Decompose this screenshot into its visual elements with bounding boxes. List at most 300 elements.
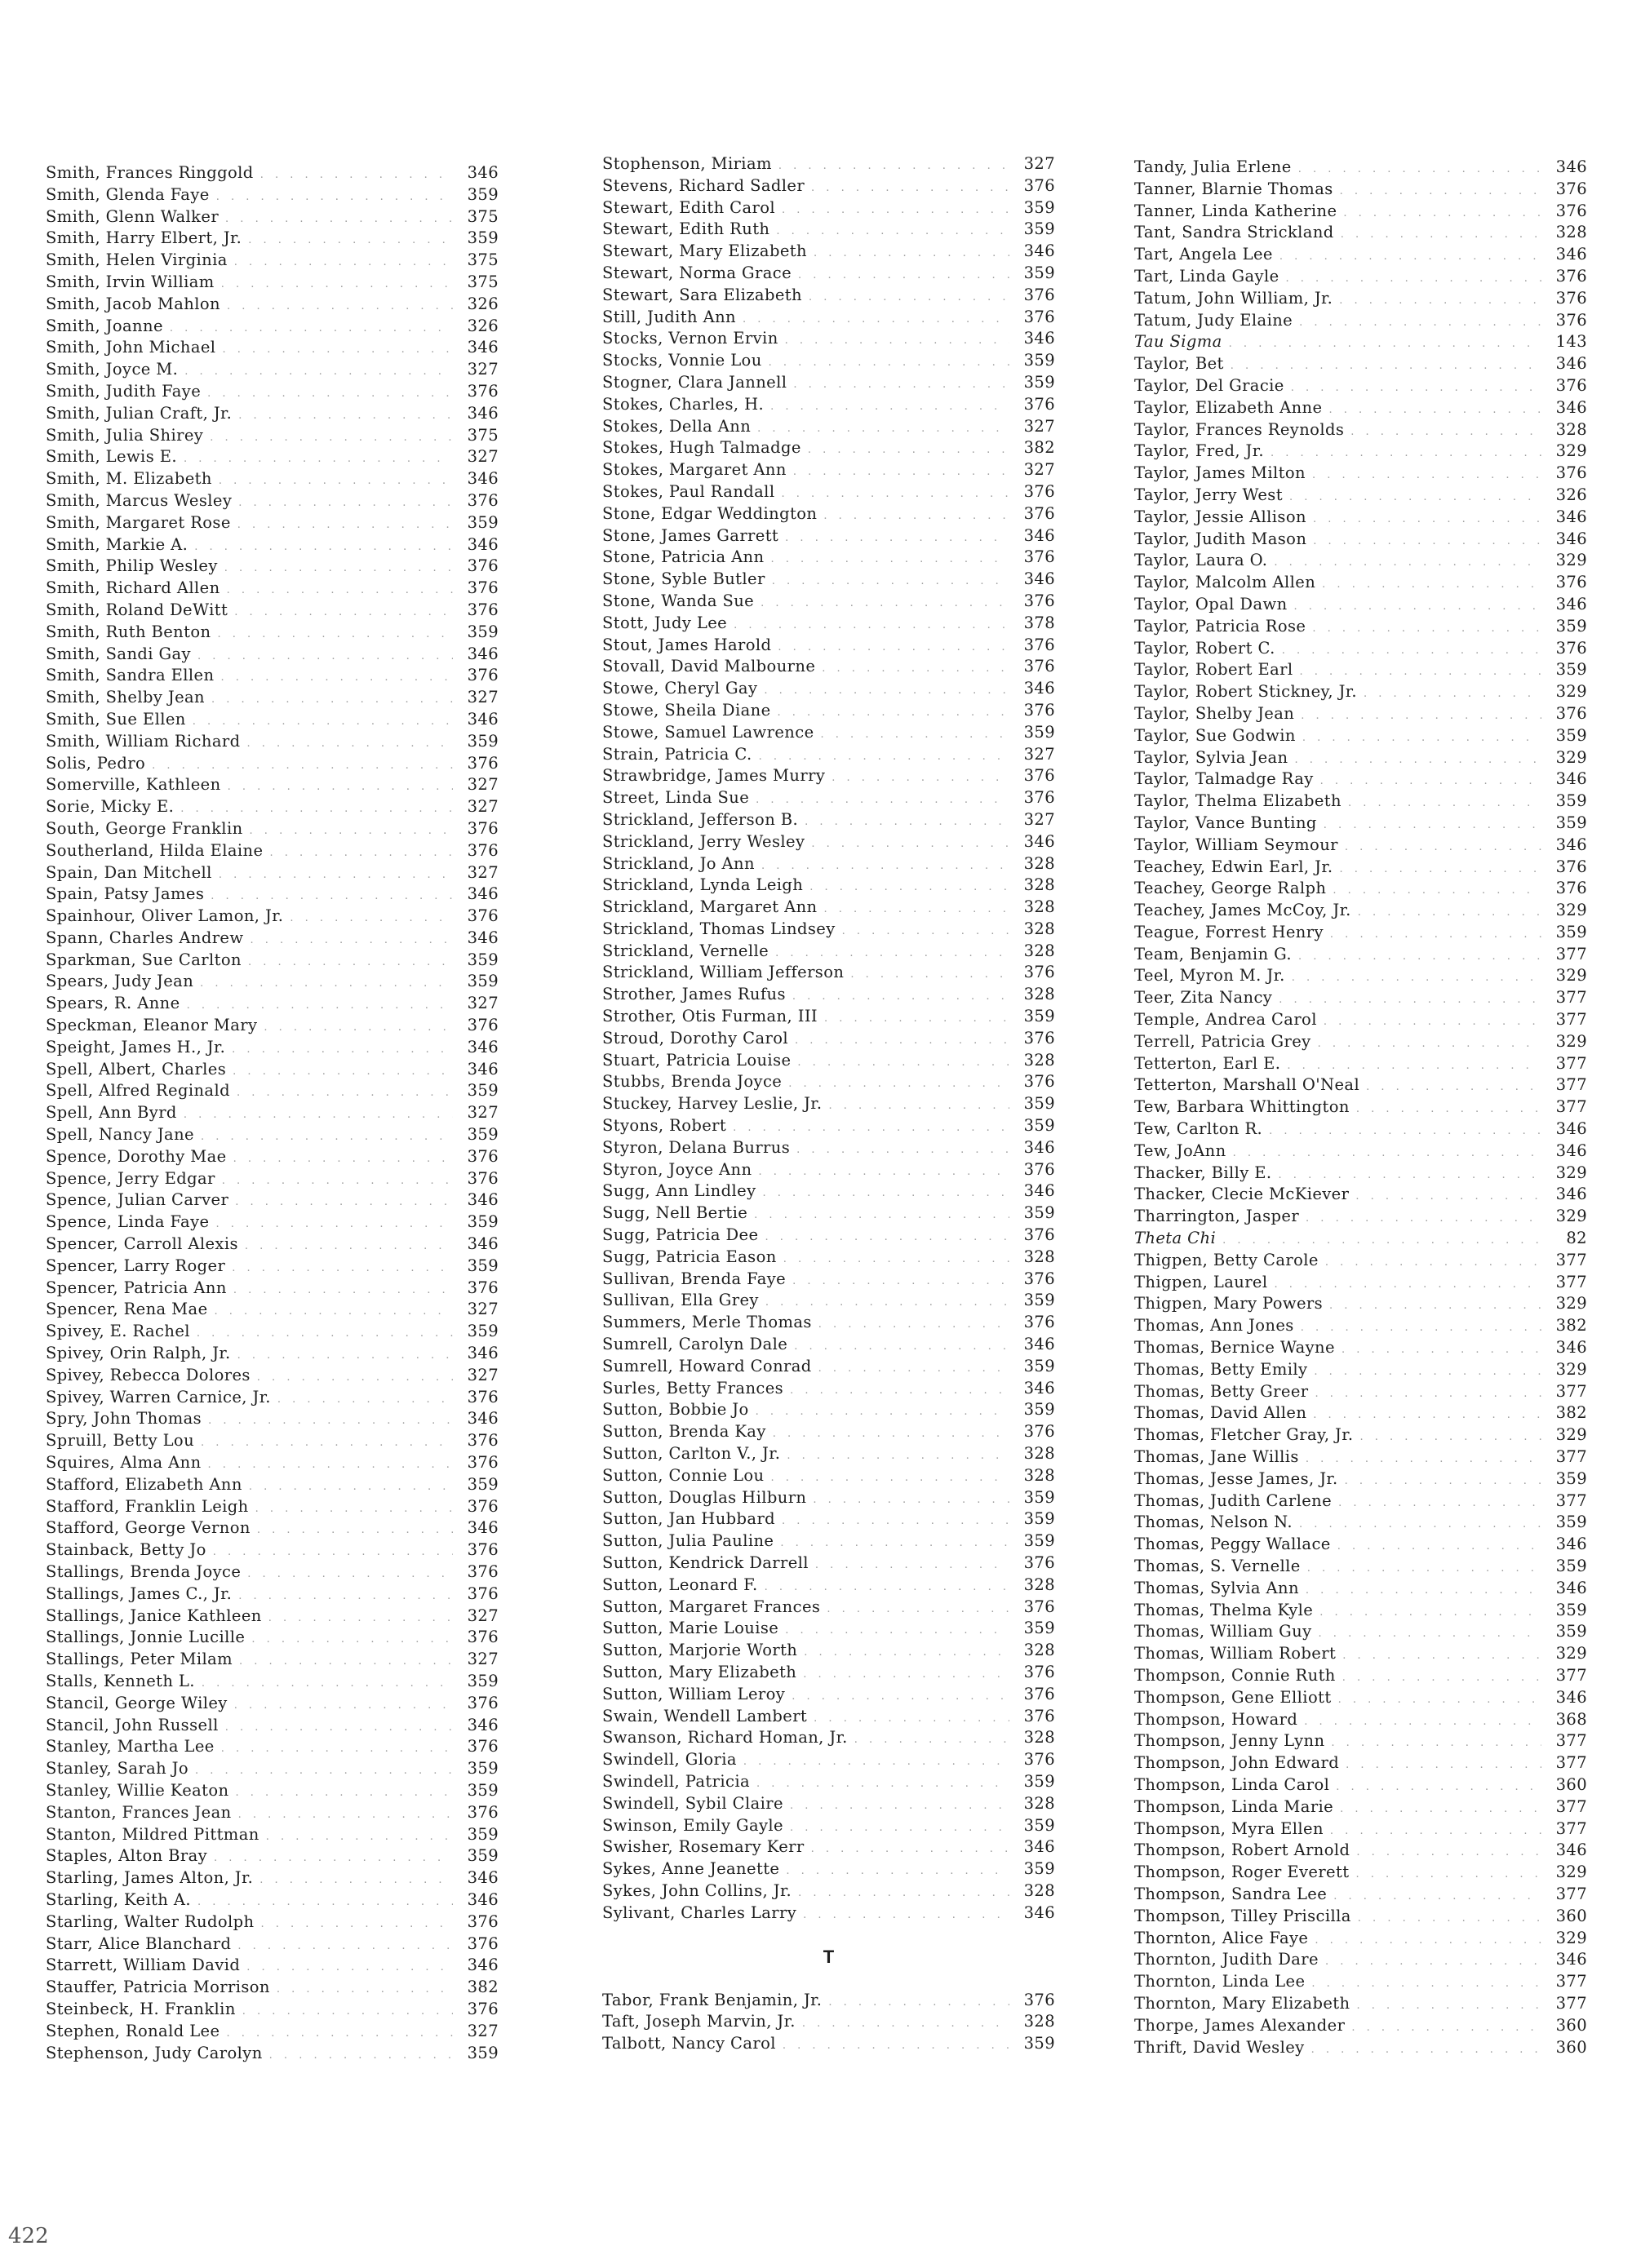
entry-name: Stone, James Garrett (602, 525, 779, 545)
index-entry (46, 665, 499, 687)
entry-name: Thomas, William Guy (1134, 1622, 1312, 1641)
entry-page: 376 (1023, 1990, 1055, 2009)
entry-page: 346 (1555, 1950, 1587, 1969)
dot-leader (1282, 640, 1541, 662)
dot-leader (211, 689, 453, 711)
dot-leader (818, 1358, 1009, 1380)
dot-leader (1366, 1077, 1541, 1099)
dot-leader (1304, 1712, 1541, 1734)
entry-name: Thrift, David Wesley (1134, 2037, 1305, 2057)
entry-page: 346 (1555, 529, 1587, 548)
entry-page: 327 (1023, 460, 1055, 480)
entry-name: Taylor, Shelby Jean (1134, 703, 1295, 723)
entry-page: 327 (467, 360, 499, 379)
entry-name: Swindell, Sybil Claire (602, 1793, 783, 1813)
index-entry (1134, 1578, 1587, 1600)
index-entry (1134, 922, 1587, 944)
index-entry (602, 1247, 1055, 1269)
entry-page: 327 (467, 994, 499, 1013)
entry-page: 377 (1555, 1053, 1587, 1073)
index-entry (46, 490, 499, 512)
entry-page: 327 (1023, 416, 1055, 436)
entry-name: Strawbridge, James Murry (602, 766, 826, 786)
dot-leader (756, 790, 1009, 812)
dot-leader (225, 1717, 453, 1739)
dot-leader (1325, 1252, 1541, 1274)
entry-name: Stewart, Sara Elizabeth (602, 285, 802, 304)
entry-name: Taylor, William Seymour (1134, 835, 1338, 854)
entry-name: Speckman, Eleanor Mary (46, 1016, 258, 1035)
index-entry (46, 403, 499, 425)
entry-name: Tetterton, Marshall O'Neal (1134, 1075, 1360, 1095)
dot-leader (794, 1336, 1009, 1358)
entry-name: Tant, Sandra Strickland (1134, 223, 1334, 242)
index-entry (46, 1059, 499, 1081)
entry-page: 376 (1555, 201, 1587, 220)
entry-page: 346 (467, 1518, 499, 1538)
entry-page: 359 (467, 972, 499, 991)
entry-name: Staples, Alton Bray (46, 1846, 208, 1866)
entry-page: 377 (1555, 1250, 1587, 1269)
entry-name: Stokes, Paul Randall (602, 481, 775, 501)
dot-leader (758, 1162, 1009, 1184)
entry-page: 346 (1023, 1181, 1055, 1201)
dot-leader (1355, 1864, 1541, 1886)
dot-leader (765, 1292, 1009, 1314)
entry-name: Styons, Robert (602, 1116, 727, 1136)
entry-name: Stuart, Patricia Louise (602, 1050, 792, 1070)
entry-page: 346 (1023, 569, 1055, 589)
index-entry (602, 1575, 1055, 1597)
entry-name: Taylor, Malcolm Allen (1134, 573, 1316, 592)
index-entry (46, 1561, 499, 1584)
entry-page: 376 (1023, 591, 1055, 610)
index-entry (46, 1430, 499, 1452)
entry-name: Thompson, Sandra Lee (1134, 1884, 1328, 1903)
entry-page: 376 (467, 818, 499, 838)
index-entry (1134, 703, 1587, 725)
index-entry (46, 1452, 499, 1474)
entry-page: 346 (467, 1344, 499, 1363)
dot-leader (277, 1979, 453, 2001)
entry-name: Stogner, Clara Jannell (602, 372, 787, 392)
entry-name: Still, Judith Ann (602, 307, 736, 326)
dot-leader (797, 1052, 1009, 1074)
entry-name: Stephenson, Judy Carolyn (46, 2043, 263, 2062)
entry-page: 382 (1023, 438, 1055, 458)
entry-name: Thornton, Mary Elizabeth (1134, 1993, 1350, 2013)
dot-leader (793, 374, 1009, 396)
entry-name: Spivey, Rebecca Dolores (46, 1365, 251, 1384)
entry-page: 359 (1555, 791, 1587, 811)
entry-name: Smith, Margaret Rose (46, 512, 231, 532)
dot-leader (814, 243, 1009, 265)
entry-name: Sutton, William Leroy (602, 1684, 786, 1703)
dot-leader (1319, 1623, 1541, 1646)
index-entry (46, 1758, 499, 1780)
index-entry (1134, 2037, 1587, 2059)
entry-name: Smith, William Richard (46, 731, 241, 751)
entry-page: 377 (1555, 1381, 1587, 1401)
entry-name: Thomas, Sylvia Ann (1134, 1578, 1299, 1597)
index-entry (46, 906, 499, 928)
entry-name: Tatum, John William, Jr. (1134, 288, 1333, 308)
dot-leader (233, 1149, 453, 1171)
index-entry (46, 1845, 499, 1867)
dot-leader (802, 2013, 1009, 2035)
index-entry (46, 993, 499, 1015)
entry-page: 360 (1555, 1906, 1587, 1925)
index-entry (602, 285, 1055, 307)
entry-name: Thomas, Bernice Wayne (1134, 1338, 1335, 1358)
entry-page: 346 (467, 338, 499, 357)
entry-page: 376 (1023, 1072, 1055, 1092)
entry-name: Stanton, Frances Jean (46, 1802, 232, 1822)
index-entry (1134, 1928, 1587, 1950)
entry-page: 329 (1555, 1163, 1587, 1182)
index-entry (602, 197, 1055, 219)
entry-page: 376 (1555, 375, 1587, 395)
entry-page: 346 (467, 1409, 499, 1429)
index-entry (1134, 1337, 1587, 1359)
entry-name: Sutton, Jan Hubbard (602, 1509, 776, 1529)
entry-name: Stokes, Charles, H. (602, 394, 765, 414)
dot-leader (208, 1411, 453, 1433)
entry-name: Styron, Delana Burrus (602, 1137, 791, 1157)
entry-page: 359 (1023, 722, 1055, 742)
entry-page: 377 (1555, 1972, 1587, 1991)
entry-page: 346 (1023, 679, 1055, 698)
dot-leader (1313, 531, 1541, 553)
entry-page: 376 (1023, 1553, 1055, 1572)
entry-page: 376 (1023, 657, 1055, 676)
entry-name: Stallings, Peter Milam (46, 1650, 233, 1669)
index-entry (1134, 1009, 1587, 1031)
dot-leader (234, 602, 453, 624)
entry-page: 328 (1555, 223, 1587, 242)
dot-leader (247, 1564, 453, 1586)
entry-name: Spain, Dan Mitchell (46, 862, 212, 882)
entry-name: Spell, Nancy Jane (46, 1125, 194, 1145)
entry-name: Thomas, Judith Carlene (1134, 1491, 1333, 1510)
index-entry (1134, 857, 1587, 879)
dot-leader (233, 1061, 453, 1083)
entry-name: Thompson, Tilley Priscilla (1134, 1906, 1351, 1925)
entry-page: 359 (467, 1322, 499, 1341)
index-entry (46, 1999, 499, 2021)
dot-leader (822, 658, 1009, 680)
entry-name: Spencer, Patricia Ann (46, 1278, 227, 1297)
entry-name: Strickland, Vernelle (602, 941, 769, 960)
dot-leader (1336, 1777, 1541, 1799)
index-entry (1134, 1446, 1587, 1468)
entry-name: Stafford, Elizabeth Ann (46, 1474, 242, 1494)
dot-leader (1306, 1449, 1541, 1471)
index-entry (602, 722, 1055, 744)
entry-page: 346 (1555, 1535, 1587, 1554)
entry-page: 329 (1555, 1863, 1587, 1882)
index-entry (1134, 1293, 1587, 1315)
entry-page: 346 (467, 1956, 499, 1975)
index-entry (602, 263, 1055, 285)
entry-page: 376 (467, 1168, 499, 1188)
entry-name: Tau Sigma (1134, 332, 1222, 352)
entry-name: Smith, Jacob Mahlon (46, 294, 220, 313)
entry-page: 143 (1555, 332, 1587, 352)
entry-name: Theta Chi (1134, 1229, 1217, 1248)
index-entry (602, 394, 1055, 416)
entry-name: Taylor, Jerry West (1134, 485, 1283, 504)
dot-leader (184, 449, 453, 471)
entry-name: Smith, Frances Ringgold (46, 163, 254, 182)
entry-name: South, George Franklin (46, 818, 243, 838)
entry-page: 376 (1023, 700, 1055, 720)
entry-page: 346 (467, 1037, 499, 1056)
entry-page: 329 (1555, 682, 1587, 702)
entry-name: Thomas, Jesse James, Jr. (1134, 1468, 1338, 1488)
index-entry (1134, 1359, 1587, 1381)
dot-leader (1364, 684, 1541, 706)
index-entry (1134, 1752, 1587, 1774)
entry-name: Stewart, Edith Carol (602, 197, 775, 217)
entry-name: Squires, Alma Ann (46, 1453, 202, 1473)
index-entry (1134, 463, 1587, 485)
dot-leader (786, 1861, 1009, 1883)
index-entry (602, 241, 1055, 263)
entry-page: 376 (467, 840, 499, 860)
entry-page: 376 (1023, 1159, 1055, 1179)
entry-page: 376 (1023, 1684, 1055, 1703)
dot-leader (854, 1730, 1009, 1752)
dot-leader (217, 624, 453, 646)
entry-page: 376 (1555, 879, 1587, 898)
index-entry (46, 228, 499, 250)
index-entry (1134, 1118, 1587, 1141)
entry-page: 346 (467, 644, 499, 663)
dot-leader (756, 1402, 1009, 1424)
entry-page: 328 (1023, 1793, 1055, 1813)
entry-page: 382 (1555, 1403, 1587, 1423)
entry-name: Temple, Andrea Carol (1134, 1010, 1317, 1030)
entry-page: 376 (1555, 463, 1587, 483)
index-entry (1134, 1971, 1587, 1993)
entry-name: Taylor, Fred, Jr. (1134, 441, 1264, 461)
entry-page: 327 (467, 1300, 499, 1319)
entry-page: 326 (1555, 485, 1587, 504)
index-entry (602, 919, 1055, 941)
dot-leader (1289, 487, 1541, 509)
dot-leader (224, 558, 453, 580)
dot-leader (184, 1105, 453, 1127)
dot-leader (184, 361, 453, 383)
index-entry (602, 853, 1055, 875)
dot-leader (811, 834, 1009, 856)
index-entry (46, 316, 499, 338)
index-entry (602, 2033, 1055, 2055)
index-entry (46, 1278, 499, 1300)
dot-leader (804, 1642, 1009, 1664)
index-entry (1134, 725, 1587, 747)
dot-leader (1298, 946, 1541, 968)
dot-leader (1320, 771, 1541, 793)
index-entry (1134, 1796, 1587, 1818)
entry-page: 359 (1555, 1600, 1587, 1619)
entry-page: 376 (467, 1387, 499, 1406)
dot-leader (1350, 422, 1541, 444)
index-entry (46, 1517, 499, 1539)
entry-page: 375 (467, 425, 499, 445)
index-entry (46, 1234, 499, 1256)
dot-leader (260, 165, 453, 187)
index-entry (602, 1159, 1055, 1181)
dot-leader (233, 1280, 453, 1302)
entry-name: Stallings, Janice Kathleen (46, 1606, 262, 1625)
entry-name: Tart, Angela Lee (1134, 245, 1273, 264)
index-entry (46, 1539, 499, 1561)
entry-name: Strickland, Margaret Ann (602, 897, 818, 917)
entry-page: 346 (1555, 1338, 1587, 1358)
entry-page: 346 (1555, 397, 1587, 417)
dot-leader (216, 187, 453, 209)
index-entry (46, 578, 499, 600)
dot-leader (1358, 902, 1541, 924)
entry-page: 359 (1023, 1007, 1055, 1026)
entry-page: 376 (1555, 573, 1587, 592)
dot-leader (221, 1739, 453, 1761)
dot-leader (828, 1096, 1009, 1118)
entry-name: Steinbeck, H. Franklin (46, 1999, 236, 2018)
entry-name: Stauffer, Patricia Morrison (46, 1978, 270, 1997)
entry-name: Spell, Ann Byrd (46, 1103, 177, 1123)
index-entry (46, 184, 499, 206)
dot-leader (1342, 1340, 1541, 1362)
index-entry (1134, 419, 1587, 441)
index-entry (602, 1356, 1055, 1378)
entry-name: Team, Benjamin G. (1134, 944, 1293, 963)
index-entry (602, 1684, 1055, 1706)
entry-page: 376 (1555, 266, 1587, 286)
index-entry (602, 1903, 1055, 1925)
index-entry (1134, 1053, 1587, 1075)
index-entry (1134, 1949, 1587, 1971)
dot-leader (226, 2023, 453, 2045)
dot-leader (246, 1957, 453, 1979)
index-entry (1134, 681, 1587, 703)
dot-leader (790, 1380, 1009, 1402)
dot-leader (771, 1468, 1010, 1490)
entry-page: 328 (1555, 419, 1587, 439)
index-entry (1134, 1031, 1587, 1053)
index-entry (602, 831, 1055, 853)
entry-page: 359 (1023, 1771, 1055, 1791)
entry-name: Taylor, Sue Godwin (1134, 725, 1296, 745)
entry-name: Sutton, Leonard F. (602, 1575, 758, 1594)
dot-leader (1340, 859, 1541, 881)
dot-leader (225, 209, 453, 231)
index-column-3 (1134, 157, 1587, 2058)
index-entry (602, 1050, 1055, 1072)
index-entry (46, 840, 499, 862)
entry-name: Stubbs, Brenda Joyce (602, 1072, 783, 1092)
entry-name: Sutton, Kendrick Darrell (602, 1553, 809, 1572)
index-entry (1134, 1206, 1587, 1228)
entry-name: Tabor, Frank Benjamin, Jr. (602, 1990, 823, 2009)
entry-page: 376 (1023, 1028, 1055, 1048)
dot-leader (248, 952, 453, 974)
index-entry (46, 1802, 499, 1824)
entry-page: 329 (1555, 1928, 1587, 1947)
entry-name: Spence, Julian Carver (46, 1190, 229, 1210)
entry-name: Sugg, Patricia Dee (602, 1225, 759, 1245)
entry-name: Tew, Carlton R. (1134, 1119, 1263, 1139)
entry-page: 376 (467, 753, 499, 773)
entry-name: Thacker, Clecie McKiever (1134, 1185, 1350, 1204)
entry-page: 359 (1555, 725, 1587, 745)
entry-page: 377 (1555, 1075, 1587, 1095)
entry-name: Stanley, Willie Keaton (46, 1780, 229, 1800)
entry-page: 329 (1555, 441, 1587, 461)
index-entry (46, 1627, 499, 1649)
entry-page: 376 (467, 1999, 499, 2018)
dot-leader (1348, 793, 1541, 815)
entry-page: 359 (1023, 351, 1055, 370)
entry-name: Speight, James H., Jr. (46, 1037, 226, 1056)
entry-page: 382 (1555, 1316, 1587, 1336)
entry-name: Terrell, Patricia Grey (1134, 1031, 1311, 1051)
index-entry (1134, 1665, 1587, 1687)
entry-name: Spencer, Larry Roger (46, 1256, 226, 1275)
dot-leader (1324, 1012, 1541, 1034)
entry-page: 346 (1555, 769, 1587, 789)
index-entry (1134, 375, 1587, 397)
dot-leader (790, 1818, 1009, 1840)
entry-page: 346 (1555, 1119, 1587, 1139)
dot-leader (805, 812, 1009, 834)
index-entry (602, 1399, 1055, 1421)
entry-name: Swindell, Gloria (602, 1750, 737, 1770)
index-entry (602, 635, 1055, 657)
dot-leader (809, 877, 1009, 899)
entry-name: Stowe, Samuel Lawrence (602, 722, 814, 742)
dot-leader (765, 1227, 1009, 1249)
entry-page: 346 (1023, 525, 1055, 545)
entry-name: Thomas, Betty Emily (1134, 1359, 1308, 1379)
dot-leader (1279, 246, 1541, 268)
index-entry (46, 1867, 499, 1889)
entry-name: Sullivan, Ella Grey (602, 1291, 759, 1310)
entry-name: Strickland, Jo Ann (602, 853, 755, 873)
entry-name: Sylivant, Charles Larry (602, 1903, 797, 1922)
entry-name: Thompson, Myra Ellen (1134, 1818, 1324, 1838)
dot-leader (1287, 1056, 1541, 1078)
index-entry (1134, 1272, 1587, 1294)
entry-page: 359 (1023, 372, 1055, 392)
index-entry (602, 1618, 1055, 1640)
index-entry (602, 1836, 1055, 1858)
index-entry (46, 1146, 499, 1168)
entry-page: 376 (1023, 1597, 1055, 1616)
dot-leader (1294, 596, 1541, 618)
entry-name: Sykes, Anne Jeanette (602, 1859, 780, 1879)
entry-page: 359 (1555, 1622, 1587, 1641)
entry-name: Taylor, Judith Mason (1134, 529, 1307, 548)
index-entry (46, 381, 499, 403)
dot-leader (785, 1620, 1009, 1642)
entry-page: 359 (1555, 1557, 1587, 1575)
index-entry (1134, 157, 1587, 179)
entry-page: 359 (467, 622, 499, 641)
entry-page: 327 (467, 447, 499, 467)
